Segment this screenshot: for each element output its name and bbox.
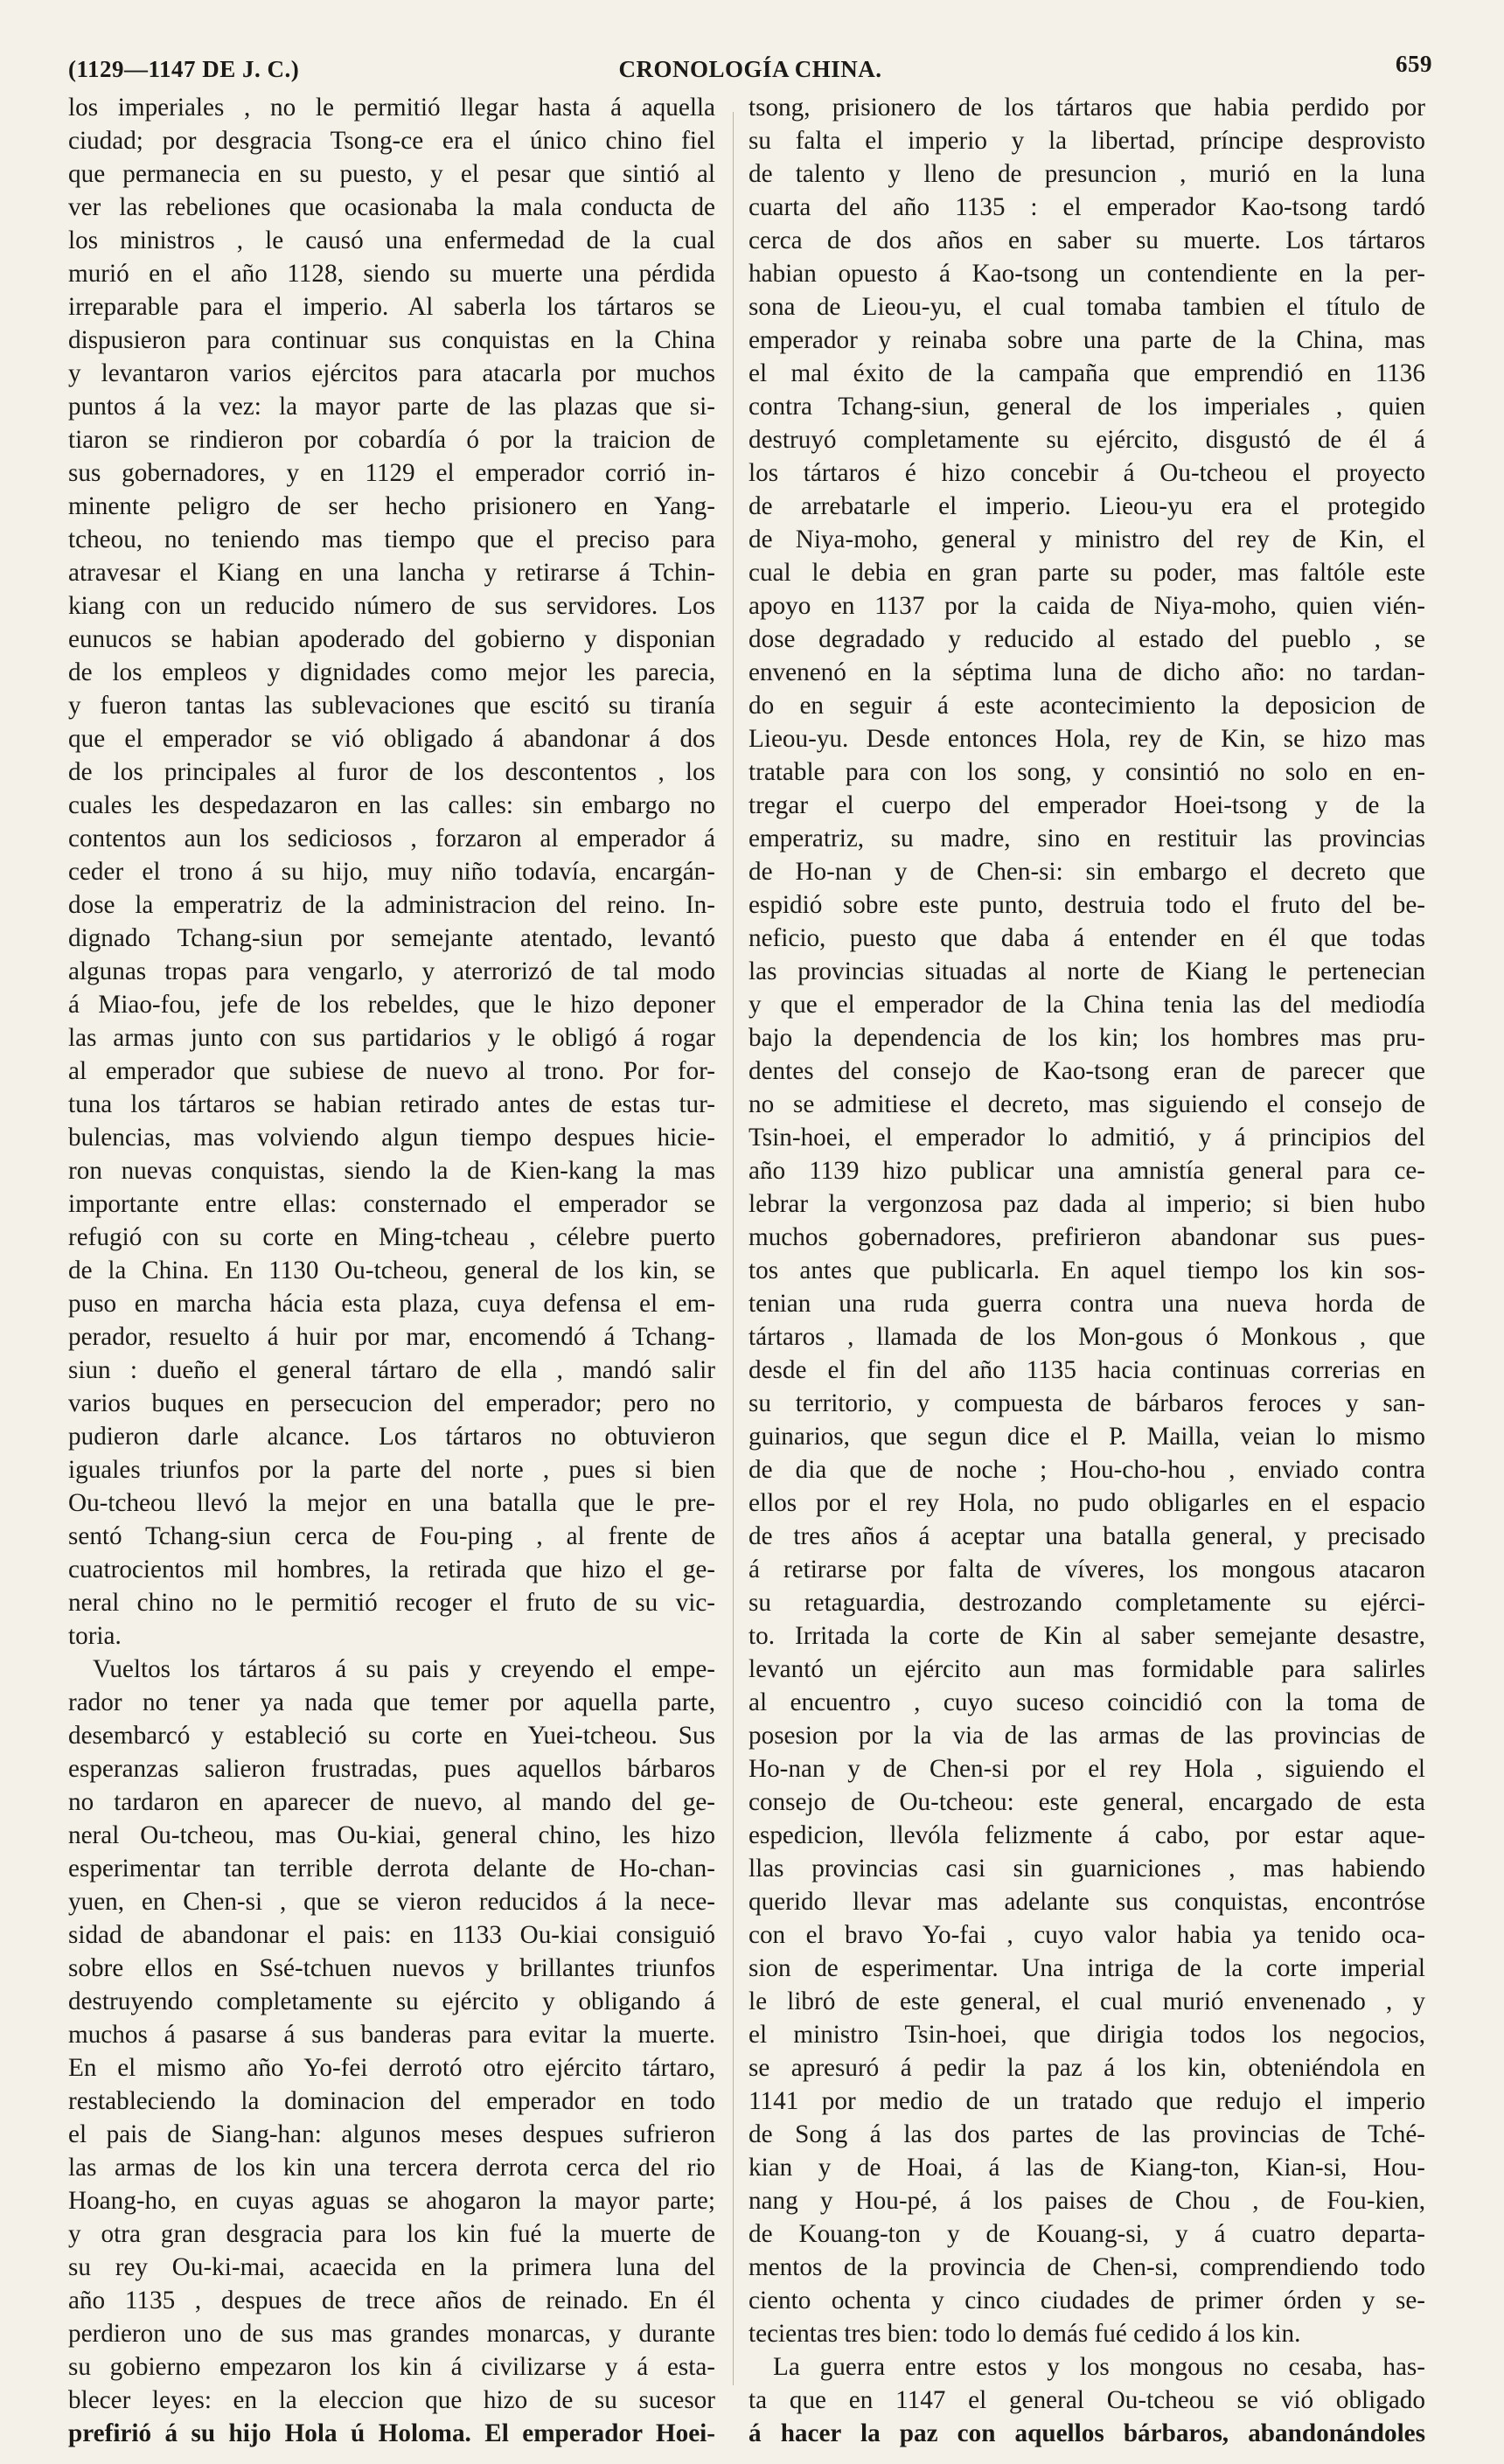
text-line: ta que en 1147 el general Ou-tcheou se vió obligado (749, 2386, 1425, 2414)
text-line: su falta el imperio y la libertad, príncipe desprovisto (749, 127, 1425, 155)
text-line: sidad de abandonar el pais: en 1133 Ou-kiai consiguió (68, 1921, 715, 1949)
text-line: bajo la dependencia de los kin; los hombres mas pru- (749, 1024, 1425, 1052)
text-line: sobre ellos en Ssé-tchuen nuevos y brillantes triunfos (68, 1954, 715, 1982)
text-line: cuatrocientos mil hombres, la retirada que hizo el ge- (68, 1556, 715, 1584)
text-line: que permanecia en su puesto, y el pesar que sintió al (68, 160, 715, 188)
text-line: perador, resuelto á huir por mar, encomendó á Tchang- (68, 1323, 715, 1351)
text-line: puntos á la vez: la mayor parte de las plazas que si- (68, 393, 715, 421)
text-line: ellos por el rey Hola, no pudo obligarles en el espacio (749, 1489, 1425, 1517)
text-line: ceder el trono á su hijo, muy niño todavía, encargán- (68, 858, 715, 886)
text-line: las armas junto con sus partidarios y le obligó á rogar (68, 1024, 715, 1052)
text-line: habian opuesto á Kao-tsong un contendiente en la per- (749, 260, 1425, 288)
text-line: En el mismo año Yo-fei derrotó otro ejército tártaro, (68, 2054, 715, 2082)
text-line: ron nuevas conquistas, siendo la de Kien-kang la mas (68, 1157, 715, 1185)
text-line: espidió sobre este punto, destruia todo el fruto del be- (749, 891, 1425, 919)
text-line: neficio, puesto que daba á entender en él que todas (749, 924, 1425, 952)
text-line: esperimentar tan terrible derrota delante de Ho-chan- (68, 1855, 715, 1883)
text-line: Tsin-hoei, el emperador lo admitió, y á principios del (749, 1124, 1425, 1152)
text-line: Ho-nan y de Chen-si por el rey Hola , siguiendo el (749, 1755, 1425, 1783)
text-line: dentes del consejo de Kao-tsong eran de parecer que (749, 1057, 1425, 1085)
text-line: al emperador que subiese de nuevo al trono. Por for- (68, 1057, 715, 1085)
text-line: y levantaron varios ejércitos para atacarla por muchos (68, 359, 715, 387)
text-line: tsong, prisionero de los tártaros que habia perdido por (749, 94, 1425, 122)
text-line: do en seguir á este acontecimiento la deposicion de (749, 692, 1425, 720)
text-line: sona de Lieou-yu, el cual tomaba tambien el título de (749, 293, 1425, 321)
text-line: algunas tropas para vengarlo, y aterrorizó de tal modo (68, 957, 715, 985)
text-line: los imperiales , no le permitió llegar hasta á aquella (68, 94, 715, 122)
text-line: tos antes que publicarla. En aquel tiempo los kin sos- (749, 1256, 1425, 1284)
text-line: apoyo en 1137 por la caida de Niya-moho, quien vién- (749, 592, 1425, 620)
text-line: refugió con su corte en Ming-tcheau , célebre puerto (68, 1223, 715, 1251)
text-line: contra Tchang-siun, general de los imperiales , quien (749, 393, 1425, 421)
text-line: minente peligro de ser hecho prisionero en Yang- (68, 492, 715, 520)
text-line: toria. (68, 1622, 122, 1650)
text-line: querido llevar mas adelante sus conquistas, encontróse (749, 1888, 1425, 1916)
text-line: irreparable para el imperio. Al saberla los tártaros se (68, 293, 715, 321)
text-line: tratable para con los song, y consintió no solo en en- (749, 758, 1425, 786)
text-line: iguales triunfos por la parte del norte , pues si bien (68, 1456, 715, 1484)
text-line: de arrebatarle el imperio. Lieou-yu era el protegido (749, 492, 1425, 520)
left-text-column (68, 91, 715, 2450)
text-line: de Ho-nan y de Chen-si: sin embargo el decreto que (749, 858, 1425, 886)
text-line: y otra gran desgracia para los kin fué la muerte de (68, 2220, 715, 2248)
text-line: tuna los tártaros se habian retirado antes de estas tur- (68, 1090, 715, 1118)
text-line: dispusieron para continuar sus conquistas en la China (68, 326, 715, 354)
text-line: varios buques en persecucion del emperador; pero no (68, 1389, 715, 1417)
text-line: tiaron se rindieron por cobardía ó por la traicion de (68, 426, 715, 454)
text-line: tenian una ruda guerra contra una nueva horda de (749, 1290, 1425, 1318)
text-line: el pais de Siang-han: algunos meses despues sufrieron (68, 2120, 715, 2148)
text-line: cerca de dos años en saber su muerte. Los tártaros (749, 226, 1425, 254)
text-line: tecientas tres bien: todo lo demás fué cedido á los kin. (749, 2320, 1301, 2348)
text-line: de la China. En 1130 Ou-tcheou, general de los kin, se (68, 1256, 715, 1284)
text-line: guinarios, que segun dice el P. Mailla, veian lo mismo (749, 1423, 1425, 1451)
text-line: de tres años á aceptar una batalla general, y precisado (749, 1522, 1425, 1550)
text-line: yuen, en Chen-si , que se vieron reducidos á la nece- (68, 1888, 715, 1916)
text-line: muchos gobernadores, prefirieron abandonar sus pues- (749, 1223, 1425, 1251)
text-line: Vueltos los tártaros á su pais y creyendo el empe- (93, 1655, 715, 1683)
text-line: contentos aun los sediciosos , forzaron al emperador á (68, 825, 715, 853)
text-line: La guerra entre estos y los mongous no cesaba, has- (773, 2353, 1425, 2381)
text-line: importante entre ellas: consternado el emperador se (68, 1190, 715, 1218)
text-line: dose la emperatriz de la administracion del reino. In- (68, 891, 715, 919)
text-line: tcheou, no teniendo mas tiempo que el preciso para (68, 526, 715, 553)
text-line: siun : dueño el general tártaro de ella , mandó salir (68, 1356, 715, 1384)
text-line: puso en marcha hácia esta plaza, cuya defensa el em- (68, 1290, 715, 1318)
text-line: cuales les despedazaron en las calles: sin embargo no (68, 791, 715, 819)
text-line: el mal éxito de la campaña que emprendió en 1136 (749, 359, 1425, 387)
text-line: su gobierno empezaron los kin á civilizarse y á esta- (68, 2353, 715, 2381)
text-line: desembarcó y estableció su corte en Yuei-tcheou. Sus (68, 1722, 715, 1750)
text-line: su rey Ou-ki-mai, acaecida en la primera luna del (68, 2253, 715, 2281)
text-line: kian y de Hoai, á las de Kiang-ton, Kian-si, Hou- (749, 2154, 1425, 2182)
text-line: lebrar la vergonzosa paz dada al imperio; si bien hubo (749, 1190, 1425, 1218)
text-line: neral chino no le permitió recoger el fruto de su vic- (68, 1589, 715, 1617)
text-line: de Song á las dos partes de las provincias de Tché- (749, 2120, 1425, 2148)
column-divider (733, 112, 734, 2385)
page-number: 659 (1396, 51, 1432, 77)
text-line: y que el emperador de la China tenia las del mediodía (749, 991, 1425, 1019)
text-line: murió en el año 1128, siendo su muerte una pérdida (68, 260, 715, 288)
text-line: á Miao-fou, jefe de los rebeldes, que le hizo deponer (68, 991, 715, 1019)
text-line: destruyó completamente su ejército, disgustó de él á (749, 426, 1425, 454)
text-line: pudieron darle alcance. Los tártaros no obtuvieron (68, 1423, 715, 1451)
text-line: año 1135 , despues de trece años de reinado. En él (68, 2287, 715, 2314)
text-line: perdieron uno de sus mas grandes monarcas, y durante (68, 2320, 715, 2348)
text-line: prefirió á su hijo Hola ú Holoma. El emperador Hoei- (68, 2419, 715, 2447)
text-line: to. Irritada la corte de Kin al saber semejante desastre, (749, 1622, 1425, 1650)
text-line: ciento ochenta y cinco ciudades de primer órden y se- (749, 2287, 1425, 2314)
text-line: á hacer la paz con aquellos bárbaros, abandonándoles (749, 2419, 1425, 2447)
text-line: el ministro Tsin-hoei, que dirigia todos los negocios, (749, 2021, 1425, 2049)
text-line: atravesar el Kiang en una lancha y retirarse á Tchin- (68, 559, 715, 587)
text-line: las provincias situadas al norte de Kiang le pertenecian (749, 957, 1425, 985)
text-line: rador no tener ya nada que temer por aquella parte, (68, 1688, 715, 1716)
text-line: año 1139 hizo publicar una amnistía general para ce- (749, 1157, 1425, 1185)
text-line: desde el fin del año 1135 hacia continuas correrias en (749, 1356, 1425, 1384)
text-line: restableciendo la dominacion del emperador en todo (68, 2087, 715, 2115)
text-line: eunucos se habian apoderado del gobierno y disponian (68, 625, 715, 653)
text-line: con el bravo Yo-fai , cuyo valor habia ya tenido oca- (749, 1921, 1425, 1949)
text-line: emperador y reinaba sobre una parte de la China, mas (749, 326, 1425, 354)
text-line: Lieou-yu. Desde entonces Hola, rey de Kin, se hizo mas (749, 725, 1425, 753)
text-line: su retaguardia, destrozando completamente su ejérci- (749, 1589, 1425, 1617)
header-date-range: (1129—1147 DE J. C.) (68, 56, 300, 82)
text-line: al encuentro , cuyo suceso coincidió con la toma de (749, 1688, 1425, 1716)
text-line: ciudad; por desgracia Tsong-ce era el único chino fiel (68, 127, 715, 155)
text-line: tártaros , llamada de los Mon-gous ó Monkous , que (749, 1323, 1425, 1351)
right-text-column (749, 91, 1425, 2450)
text-line: los tártaros é hizo concebir á Ou-tcheou el proyecto (749, 459, 1425, 487)
text-line: no se admitiese el decreto, mas siguiendo el consejo de (749, 1090, 1425, 1118)
text-line: bulencias, mas volviendo algun tiempo despues hicie- (68, 1124, 715, 1152)
text-line: no tardaron en aparecer de nuevo, al mando del ge- (68, 1788, 715, 1816)
text-line: esperanzas salieron frustradas, pues aquellos bárbaros (68, 1755, 715, 1783)
text-line: muchos á pasarse á sus banderas para evitar la muerte. (68, 2021, 715, 2049)
text-line: 1141 por medio de un tratado que redujo el imperio (749, 2087, 1425, 2115)
text-line: destruyendo completamente su ejército y obligando á (68, 1987, 715, 2015)
text-line: sion de esperimentar. Una intriga de la corte imperial (749, 1954, 1425, 1982)
text-line: sentó Tchang-siun cerca de Fou-ping , al frente de (68, 1522, 715, 1550)
text-line: dignado Tchang-siun por semejante atentado, levantó (68, 924, 715, 952)
text-line: sus gobernadores, y en 1129 el emperador corrió in- (68, 459, 715, 487)
text-line: de dia que de noche ; Hou-cho-hou , enviado contra (749, 1456, 1425, 1484)
text-line: neral Ou-tcheou, mas Ou-kiai, general chino, les hizo (68, 1821, 715, 1849)
text-line: posesion por la via de las armas de las provincias de (749, 1722, 1425, 1750)
text-line: las armas de los kin una tercera derrota cerca del rio (68, 2154, 715, 2182)
header-title: CRONOLOGÍA CHINA. (618, 56, 882, 82)
text-line: se apresuró á pedir la paz á los kin, obteniéndola en (749, 2054, 1425, 2082)
text-line: de los principales al furor de los descontentos , los (68, 758, 715, 786)
text-line: cuarta del año 1135 : el emperador Kao-tsong tardó (749, 193, 1425, 221)
text-line: espedicion, llevóla felizmente á cabo, por estar aque- (749, 1821, 1425, 1849)
text-line: de Niya-moho, general y ministro del rey de Kin, el (749, 526, 1425, 553)
text-line: Ou-tcheou llevó la mejor en una batalla que le pre- (68, 1489, 715, 1517)
text-line: cual le debia en gran parte su poder, mas faltóle este (749, 559, 1425, 587)
text-line: de talento y lleno de presuncion , murió en la luna (749, 160, 1425, 188)
text-line: y fueron tantas las sublevaciones que escitó su tiranía (68, 692, 715, 720)
text-line: mentos de la provincia de Chen-si, comprendiendo todo (749, 2253, 1425, 2281)
text-line: levantó un ejército aun mas formidable para salirles (749, 1655, 1425, 1683)
text-line: envenenó en la séptima luna de dicho año: no tardan- (749, 658, 1425, 686)
text-line: los ministros , le causó una enfermedad de la cual (68, 226, 715, 254)
text-line: Hoang-ho, en cuyas aguas se ahogaron la mayor parte; (68, 2187, 715, 2215)
text-line: consejo de Ou-tcheou: este general, encargado de esta (749, 1788, 1425, 1816)
text-line: kiang con un reducido número de sus servidores. Los (68, 592, 715, 620)
text-line: de los empleos y dignidades como mejor les parecia, (68, 658, 715, 686)
text-line: que el emperador se vió obligado á abandonar á dos (68, 725, 715, 753)
text-line: á retirarse por falta de víveres, los mongous atacaron (749, 1556, 1425, 1584)
text-line: nang y Hou-pé, á los paises de Chou , de Fou-kien, (749, 2187, 1425, 2215)
text-line: dose degradado y reducido al estado del pueblo , se (749, 625, 1425, 653)
text-line: le libró de este general, el cual murió envenenado , y (749, 1987, 1425, 2015)
text-line: tregar el cuerpo del emperador Hoei-tsong y de la (749, 791, 1425, 819)
text-line: blecer leyes: en la eleccion que hizo de su sucesor (68, 2386, 715, 2414)
text-line: llas provincias casi sin guarniciones , mas habiendo (749, 1855, 1425, 1883)
text-line: ver las rebeliones que ocasionaba la mala conducta de (68, 193, 715, 221)
text-line: emperatriz, su madre, sino en restituir las provincias (749, 825, 1425, 853)
text-line: su territorio, y compuesta de bárbaros feroces y san- (749, 1389, 1425, 1417)
running-header (68, 51, 1432, 86)
text-line: de Kouang-ton y de Kouang-si, y á cuatro departa- (749, 2220, 1425, 2248)
